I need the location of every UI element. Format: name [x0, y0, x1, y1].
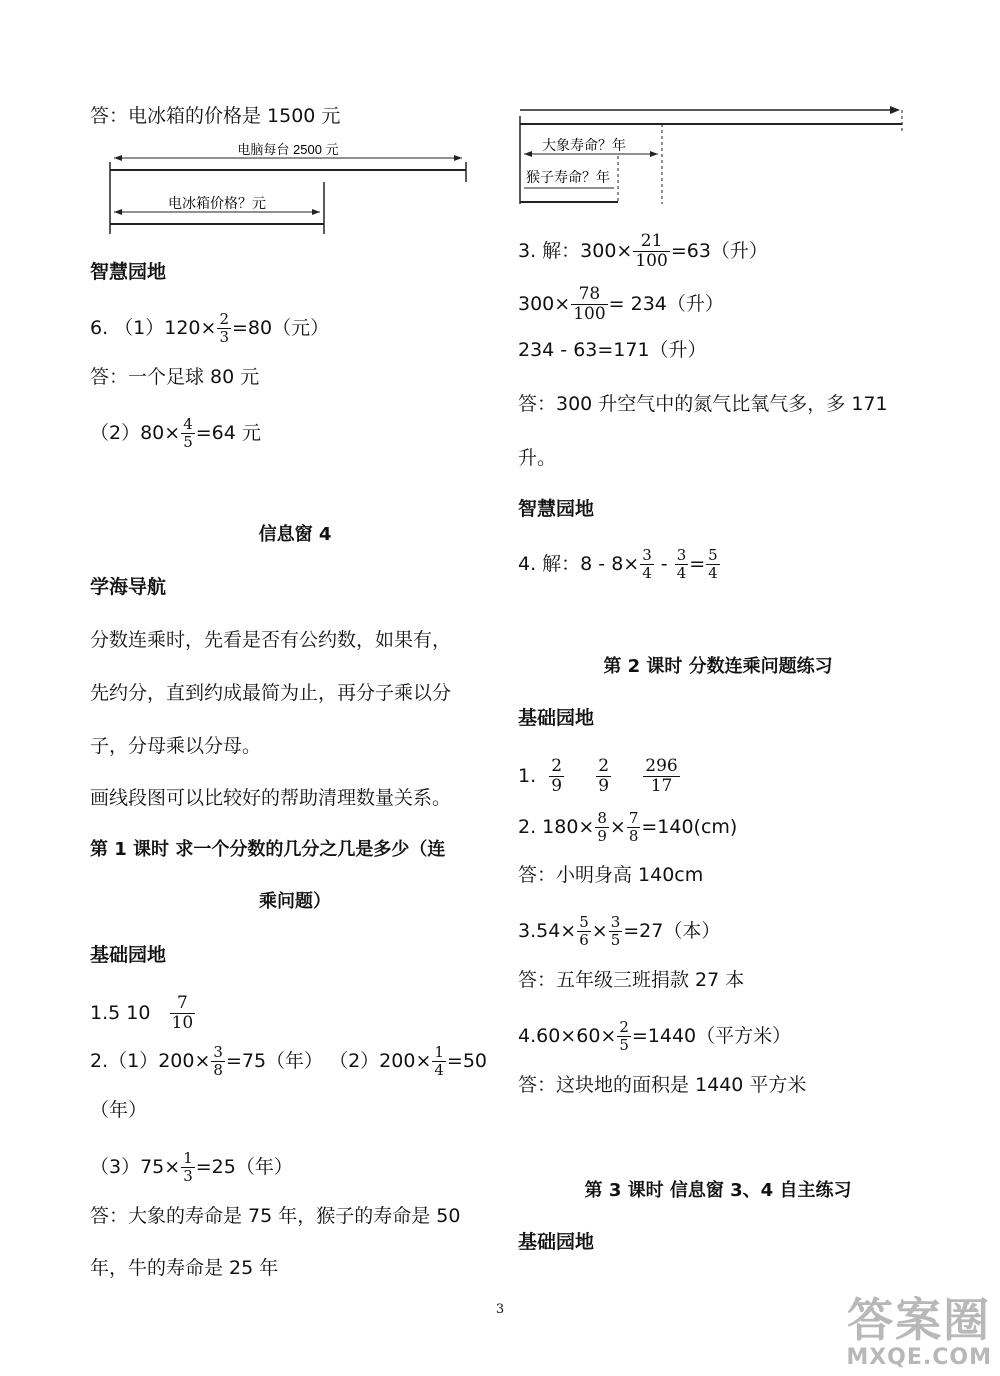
fraction: [571, 285, 607, 324]
q6-part2-suffix: =64 元: [195, 422, 261, 444]
q3-line1: [518, 232, 768, 271]
b4-answer: 答：这块地的面积是 1440 平方米: [518, 1074, 807, 1096]
equals-sign: =: [689, 553, 706, 575]
fraction: [609, 914, 623, 949]
basic-q2-part-a: 2.（1）200×: [90, 1050, 211, 1072]
numerator: 2: [598, 756, 610, 776]
minus-sign: -: [654, 553, 674, 575]
denominator: 5: [183, 433, 193, 451]
denominator: 100: [573, 304, 606, 324]
q4-prefix: 4. 解：8 - 8×: [518, 553, 640, 575]
q3-line2-suffix: = 234（升）: [608, 293, 724, 315]
page-number: 3: [495, 1302, 505, 1317]
q3-answer-line1: 答：300 升空气中的氮气比氧气多，多 171: [518, 393, 888, 415]
b1-line: [518, 757, 681, 796]
denominator: 3: [183, 1167, 193, 1185]
b2-prefix: 2. 180×: [518, 816, 595, 838]
denominator: 4: [642, 564, 652, 582]
numerator: 4: [183, 415, 193, 433]
lesson1-heading-line1: 第 1 课时 求一个分数的几分之几是多少（连: [90, 839, 446, 860]
b3-suffix: =27（本）: [623, 920, 721, 942]
paragraph-line: 先约分，直到约成最简为止，再分子乘以分: [90, 682, 452, 704]
numerator: 1: [434, 1043, 444, 1061]
q6-part2-prefix: （2）80×: [90, 422, 181, 444]
diagram1-top-label: 电脑每台 2500 元: [237, 142, 339, 157]
fraction: [549, 757, 564, 796]
b3-line: [518, 914, 720, 949]
b2-suffix: =140(cm): [641, 816, 738, 838]
line-segment-diagram-computer-fridge: [106, 140, 472, 240]
diagram2-label-monkey: 猴子寿命？年: [526, 169, 610, 185]
denominator: 4: [708, 564, 718, 582]
denominator: 8: [628, 827, 639, 845]
jichu-heading-2: 基础园地: [518, 1231, 595, 1253]
numerator: 296: [645, 756, 678, 776]
b4-suffix: =1440（平方米）: [631, 1025, 792, 1047]
fraction: [211, 1044, 225, 1079]
times-sign: ×: [591, 920, 608, 942]
paragraph-line: 画线段图可以比较好的帮助清理数量关系。: [90, 787, 452, 809]
q6-part2: [90, 416, 261, 451]
numerator: 2: [551, 756, 563, 776]
fraction: [633, 232, 669, 271]
numerator: 2: [219, 310, 229, 328]
fraction: [675, 547, 689, 582]
denominator: 100: [635, 251, 668, 271]
numerator: 8: [597, 809, 607, 827]
watermark-bottom-text: MXQE.COM: [846, 1345, 992, 1370]
fraction: [181, 416, 195, 451]
fraction: [181, 1150, 195, 1185]
fraction: [432, 1044, 446, 1079]
times-sign: ×: [609, 816, 626, 838]
numerator: 5: [579, 913, 589, 931]
fraction: [617, 1019, 631, 1054]
basic-q2-3-prefix: （3）75×: [90, 1156, 181, 1178]
denominator: 17: [650, 776, 673, 796]
lesson1-heading-line2: 乘问题）: [259, 891, 331, 912]
basic-q2-part-b: =75（年） （2）200×: [225, 1050, 432, 1072]
numerator: 7: [628, 809, 639, 827]
denominator: 4: [434, 1061, 444, 1079]
b3-answer: 答：五年级三班捐款 27 本: [518, 969, 745, 991]
q6-part1-suffix: =80（元）: [232, 317, 330, 339]
numerator: 3: [642, 546, 652, 564]
diagram2-label-elephant: 大象寿命？年: [542, 137, 626, 153]
denominator: 8: [213, 1061, 223, 1079]
lesson2-heading: 第 2 课时 分数连乘问题练习: [603, 656, 833, 677]
q3-line1-suffix: =63（升）: [670, 240, 768, 262]
numerator: 5: [708, 546, 718, 564]
basic-q2-3: [90, 1150, 293, 1185]
paragraph-line: 分数连乘时，先看是否有公约数，如果有，: [90, 629, 452, 651]
fraction: [627, 810, 641, 845]
watermark-logo: [846, 1295, 992, 1370]
denominator: 9: [597, 827, 607, 845]
denominator: 9: [551, 776, 563, 796]
b4-prefix: 4.60×60×: [518, 1025, 617, 1047]
b2-answer: 答：小明身高 140cm: [518, 864, 704, 886]
q6-part1-prefix: 6. （1）120×: [90, 317, 217, 339]
answer-life-line2: 年，牛的寿命是 25 年: [90, 1257, 279, 1279]
q4-line: [518, 547, 721, 582]
fraction: [595, 810, 609, 845]
b4-line: [518, 1019, 791, 1054]
zhihui-heading: 智慧园地: [90, 261, 167, 283]
basic-q1-text: 1.5 10: [90, 1002, 151, 1024]
numerator: 3: [676, 546, 687, 564]
fraction: [643, 757, 679, 796]
basic-q2-unit: （年）: [90, 1099, 148, 1121]
q3-answer-line2: 升。: [518, 447, 557, 469]
jichu-heading: 基础园地: [90, 944, 167, 966]
q3-line2: [518, 285, 724, 324]
section-heading-xinxichuang: 信息窗 4: [258, 524, 332, 545]
fraction: [596, 757, 611, 796]
numerator: 3: [610, 913, 621, 931]
numerator: 7: [170, 994, 196, 1014]
fraction: [577, 914, 591, 949]
denominator: 9: [598, 776, 610, 796]
denominator: 5: [610, 931, 621, 949]
fraction: [640, 547, 654, 582]
numerator: 1: [183, 1149, 193, 1167]
denominator: 3: [219, 328, 229, 346]
denominator: 6: [579, 931, 589, 949]
xuehai-heading: 学海导航: [90, 576, 167, 598]
b3-prefix: 3.54×: [518, 920, 577, 942]
numerator: 2: [619, 1018, 629, 1036]
basic-q2-part-c: =50: [446, 1050, 488, 1072]
q3-line3: 234 - 63=171（升）: [518, 339, 707, 361]
zhihui-heading: 智慧园地: [518, 498, 595, 520]
q3-line2-prefix: 300×: [518, 293, 571, 315]
answer-fridge-price: 答：电冰箱的价格是 1500 元: [90, 105, 341, 127]
fraction: [170, 994, 196, 1033]
watermark-top-text: 答案圈: [847, 1293, 992, 1347]
numerator: 3: [213, 1043, 223, 1061]
lesson3-heading: 第 3 课时 信息窗 3、4 自主练习: [584, 1180, 852, 1201]
fraction: [706, 547, 720, 582]
basic-q2-3-suffix: =25（年）: [195, 1156, 293, 1178]
q3-line1-prefix: 3. 解：300×: [518, 240, 633, 262]
denominator: 4: [676, 564, 687, 582]
b2-line: [518, 810, 737, 845]
jichu-heading: 基础园地: [518, 707, 595, 729]
q6-part1: [90, 311, 329, 346]
q6-answer: 答：一个足球 80 元: [90, 366, 260, 388]
numerator: 21: [633, 232, 669, 252]
diagram1-bottom-label: 电冰箱价格？元: [168, 195, 266, 211]
fraction: [217, 311, 231, 346]
paragraph-line: 子，分母乘以分母。: [90, 735, 262, 757]
answer-life-line1: 答：大象的寿命是 75 年，猴子的寿命是 50: [90, 1205, 461, 1227]
denominator: 5: [619, 1036, 629, 1054]
b1-prefix: 1.: [518, 765, 537, 787]
basic-q1: [90, 994, 196, 1033]
basic-q2: [90, 1044, 487, 1079]
line-segment-diagram-elephant-monkey: [518, 96, 908, 208]
numerator: 78: [571, 285, 607, 305]
denominator: 10: [171, 1013, 194, 1033]
